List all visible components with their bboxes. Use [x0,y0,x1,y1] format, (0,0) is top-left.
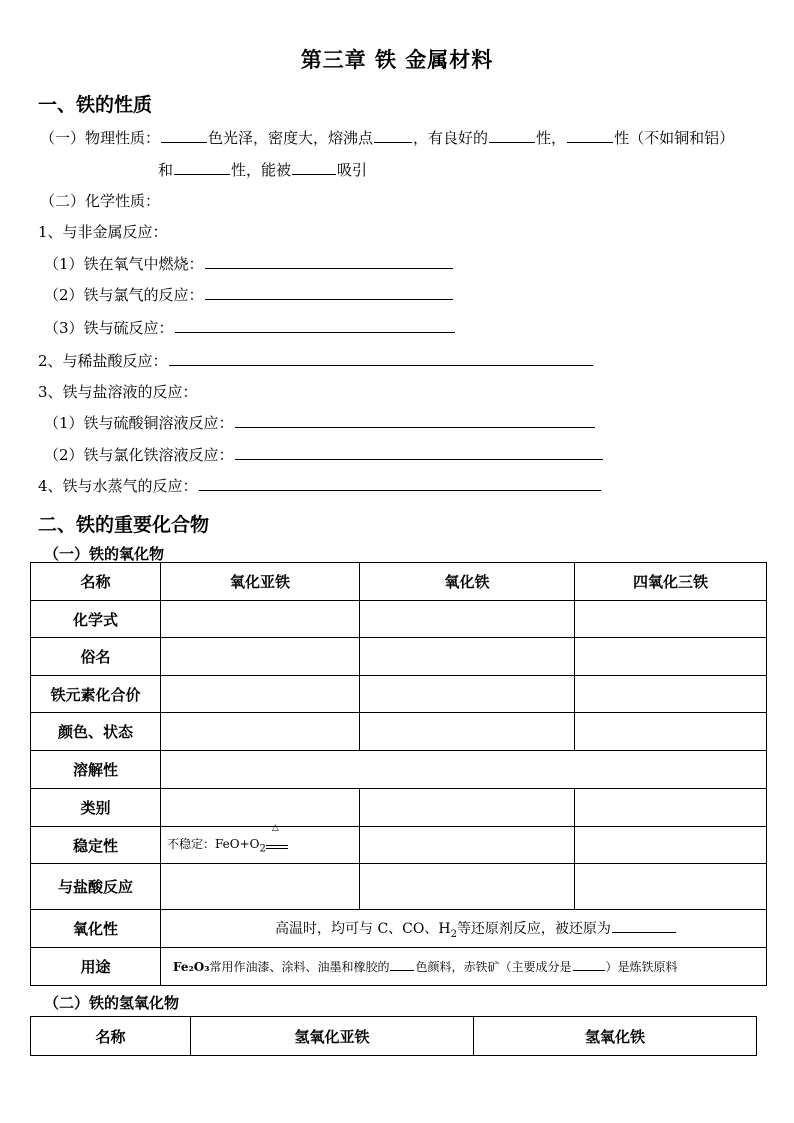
answer-line[interactable] [199,475,601,491]
row-label: 溶解性 [31,751,161,789]
hydroxides-table [30,1016,757,1056]
physical-text-3: 性， [536,129,567,147]
chem-item: 4、铁与水蒸气的反应： [38,475,602,496]
answer-cell[interactable] [575,638,767,676]
answer-cell[interactable] [161,751,767,789]
section2-heading: 二、铁的重要化合物 [38,514,210,536]
answer-cell[interactable] [575,601,767,638]
answer-cell[interactable] [575,676,767,713]
chem-item: （2）铁与氯化铁溶液反应： [44,444,604,465]
blank-field[interactable] [612,917,676,933]
row-label: 稳定性 [31,827,161,864]
answer-cell[interactable] [161,676,360,713]
table-row [31,713,767,751]
answer-cell[interactable] [575,713,767,751]
answer-cell[interactable] [575,827,767,864]
chem-item: （1）铁在氧气中燃烧： [44,253,454,274]
chem-item: 1、与非金属反应： [38,223,168,241]
table-row [31,789,767,827]
row-label: 类别 [31,789,161,827]
table-header-cell: 四氧化三铁 [575,563,767,601]
blank-field[interactable] [573,958,605,971]
answer-cell[interactable] [161,713,360,751]
table-header-cell: 名称 [31,1017,191,1056]
chem-item: 2、与稀盐酸反应： [38,350,594,371]
chemical-heading: （二）化学性质： [40,192,161,210]
answer-cell[interactable] [360,713,575,751]
row-label: 化学式 [31,601,161,638]
row-label: 俗名 [31,638,161,676]
blank-field[interactable] [161,127,207,143]
page-title: 第三章 铁 金属材料 [300,47,494,72]
table-header-row [31,1017,757,1056]
answer-cell[interactable] [360,827,575,864]
answer-cell[interactable] [161,864,360,910]
answer-cell[interactable] [575,789,767,827]
answer-line[interactable] [235,444,603,460]
answer-cell[interactable] [360,864,575,910]
answer-line[interactable] [169,350,593,366]
chem-item: （1）铁与硫酸铜溶液反应： [44,412,596,433]
section1-heading: 一、铁的性质 [38,94,153,116]
answer-cell[interactable] [360,638,575,676]
hydroxides-heading: （二）铁的氢氧化物 [44,994,180,1012]
blank-field[interactable] [390,958,414,971]
table-header-cell: 氢氧化亚铁 [191,1017,474,1056]
answer-cell[interactable] [161,789,360,827]
physical-line2-text2: 吸引 [337,161,368,179]
table-row [31,601,767,638]
physical-properties-line1 [40,127,734,148]
answer-line[interactable] [175,317,455,333]
row-label: 氧化性 [31,910,161,948]
physical-line2-prefix: 和 [158,161,174,179]
table-header-cell: 氧化铁 [360,563,575,601]
answer-cell[interactable] [360,601,575,638]
row-label: 与盐酸反应 [31,864,161,910]
row-label: 用途 [31,948,161,986]
oxides-heading: （一）铁的氧化物 [44,545,165,563]
stability-cell[interactable]: 不稳定：$FeO+O_2$ △ [161,827,360,864]
blank-field[interactable] [567,127,613,143]
table-row [31,910,767,948]
answer-cell[interactable] [161,638,360,676]
answer-cell[interactable] [360,789,575,827]
chem-item: 3、铁与盐溶液的反应： [38,383,198,401]
table-row [31,676,767,713]
blank-field[interactable] [174,159,230,175]
chem-item: （2）铁与氯气的反应： [44,284,454,305]
table-header-cell: 氧化亚铁 [161,563,360,601]
physical-text-1: 色光泽，密度大，熔沸点 [208,129,374,147]
chem-item: （3）铁与硫反应： [44,317,456,338]
row-label: 颜色、状态 [31,713,161,751]
table-header-cell: 名称 [31,563,161,601]
table-header-cell: 氢氧化铁 [474,1017,757,1056]
answer-cell[interactable] [360,676,575,713]
answer-line[interactable] [205,284,453,300]
table-row [31,638,767,676]
table-row [31,864,767,910]
blank-field[interactable] [374,127,412,143]
blank-field[interactable] [489,127,535,143]
answer-cell[interactable] [161,601,360,638]
oxidizing-cell: 高温时，均可与 C、CO、$H_2$等还原剂反应，被还原为 [161,910,767,948]
answer-cell[interactable] [575,864,767,910]
physical-properties-line2 [158,159,367,180]
answer-line[interactable] [205,253,453,269]
table-row [31,751,767,789]
row-label: 铁元素化合价 [31,676,161,713]
physical-text-2: ，有良好的 [413,129,489,147]
physical-line2-text1: 性，能被 [231,161,292,179]
physical-prefix: （一）物理性质： [40,129,161,147]
table-header-row [31,563,767,601]
oxides-table [30,562,767,986]
equals-sign-icon [266,845,288,849]
use-cell: Fe₂O₃常用作油漆、涂料、油墨和橡胶的 色颜料，赤铁矿（主要成分是 ）是炼铁原料 [161,948,767,986]
table-row [31,948,767,986]
answer-line[interactable] [235,412,595,428]
heat-triangle-icon: △ [271,823,279,834]
blank-field[interactable] [292,159,336,175]
table-row [31,827,767,864]
physical-text-4: 性（不如铜和铝） [614,129,735,147]
